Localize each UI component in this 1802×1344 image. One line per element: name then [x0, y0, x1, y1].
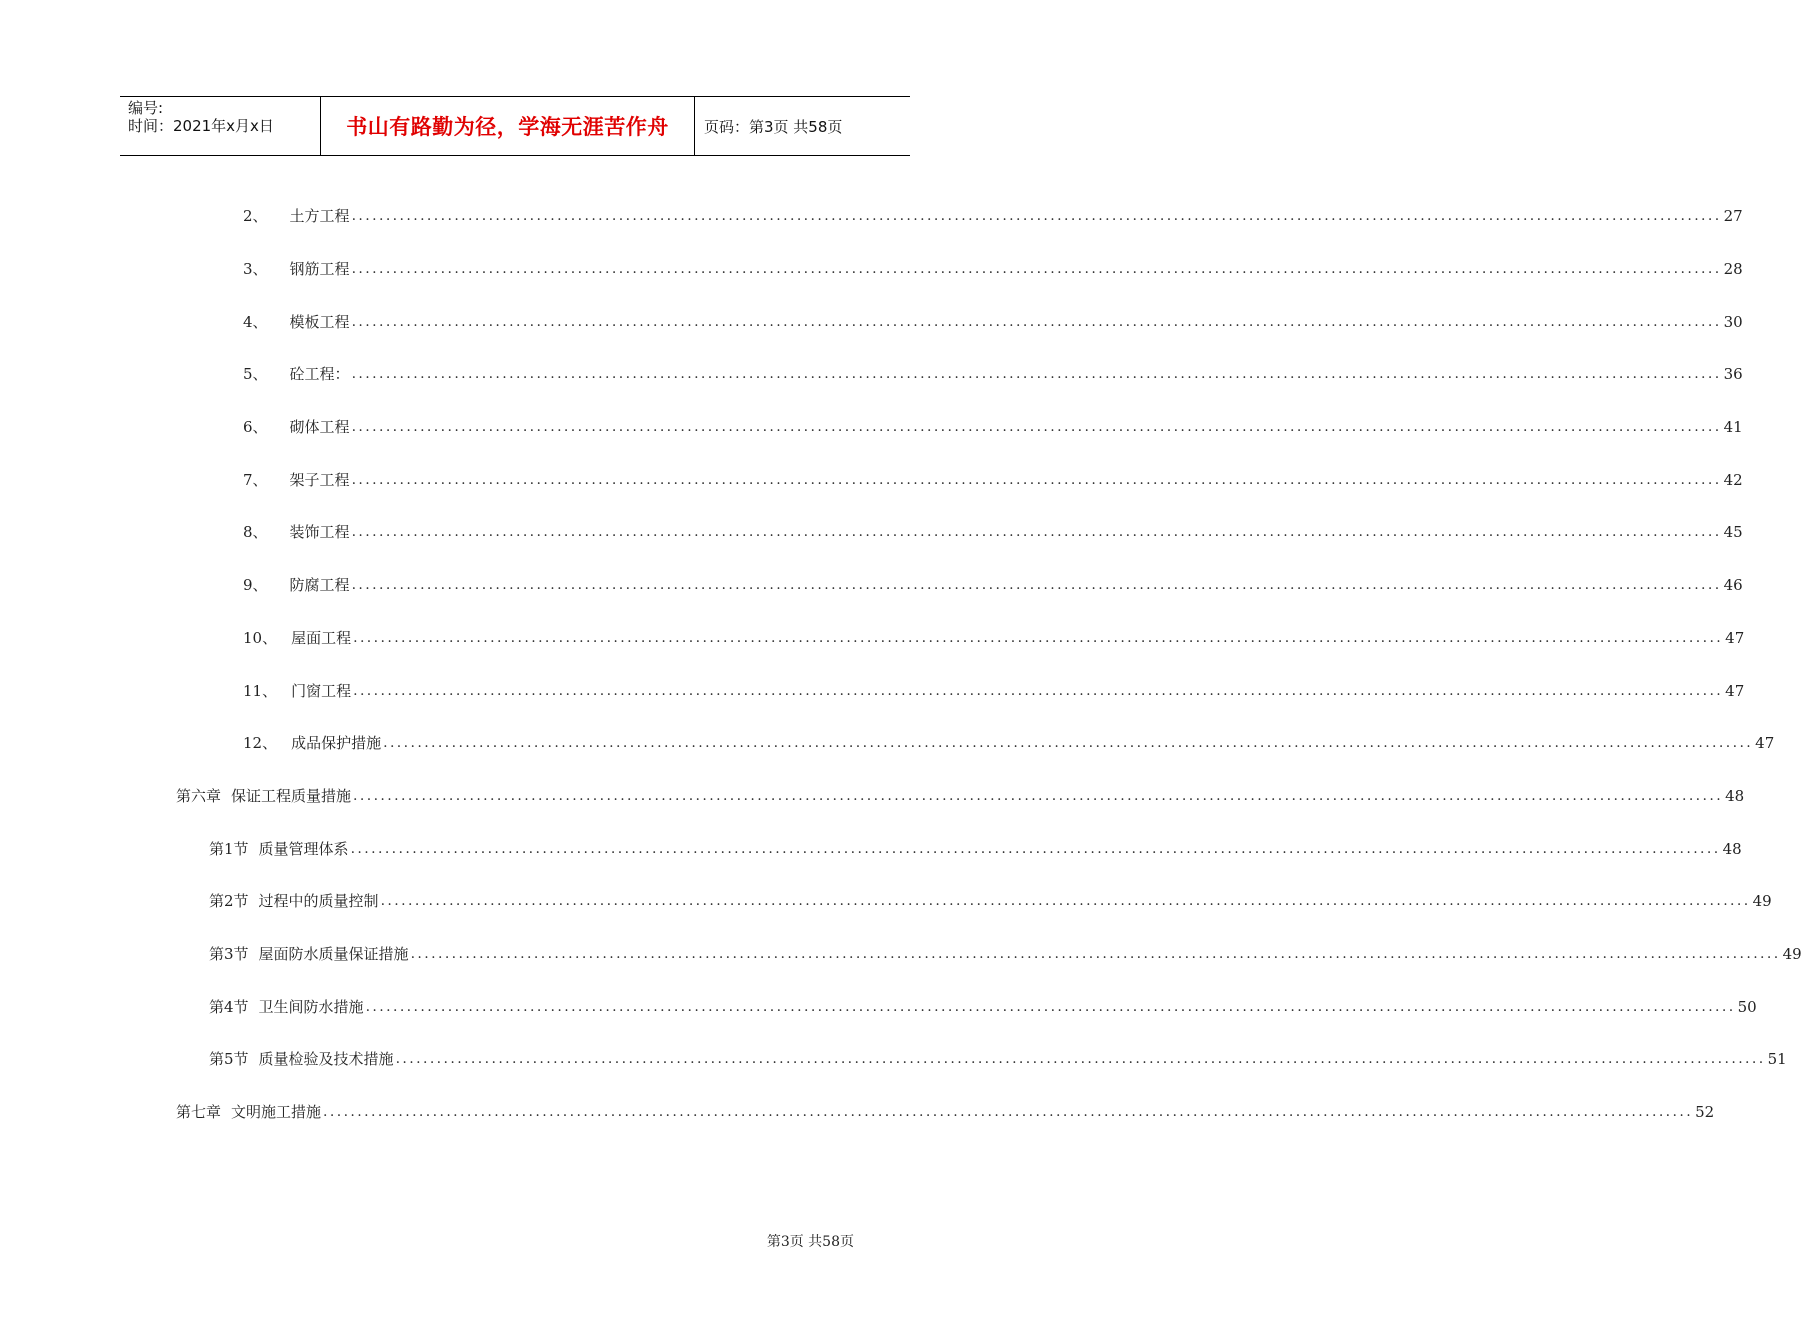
toc-entry[interactable]	[243, 731, 1775, 753]
toc-entry-number: 5、	[243, 365, 268, 383]
toc-entry-title: 钢筋工程	[289, 260, 350, 278]
toc-entry[interactable]	[243, 362, 1743, 384]
serial-number-label: 编号:	[128, 99, 164, 117]
toc-entry[interactable]	[243, 468, 1743, 490]
toc-entry-number: 第七章	[176, 1103, 222, 1121]
toc-leader-dots: ........................................................................................................................................................................................................	[351, 261, 1722, 277]
header-motto: 书山有路勤为径，学海无涯苦作舟	[346, 115, 669, 139]
toc-entry-page: 47	[1725, 682, 1745, 700]
toc-entry[interactable]	[243, 520, 1743, 542]
toc-entry-title: 土方工程	[289, 207, 350, 225]
toc-entry-page: 49	[1752, 892, 1772, 910]
toc-entry-number: 11、	[243, 682, 278, 700]
toc-entry-page: 49	[1782, 945, 1802, 963]
toc-entry-page: 48	[1725, 787, 1745, 805]
toc-leader-dots: ........................................................................................................................................................................................................	[380, 893, 1751, 909]
toc-entry-page: 27	[1723, 207, 1743, 225]
toc-entry-page: 30	[1723, 313, 1743, 331]
toc-entry[interactable]	[176, 784, 1745, 806]
header-meta	[128, 99, 274, 135]
toc-entry-number: 6、	[243, 418, 268, 436]
toc-leader-dots: ........................................................................................................................................................................................................	[351, 524, 1722, 540]
toc-leader-dots: ........................................................................................................................................................................................................	[351, 314, 1722, 330]
page-footer: 第3页 共58页	[766, 1234, 854, 1250]
toc-entry-number: 7、	[243, 471, 268, 489]
toc-entry-page: 45	[1723, 523, 1743, 541]
toc-entry-number: 2、	[243, 207, 268, 225]
toc-entry-title: 成品保护措施	[291, 734, 382, 752]
toc-entry-title: 卫生间防水措施	[258, 998, 364, 1016]
toc-entry-title: 质量管理体系	[258, 840, 349, 858]
toc-entry-title: 模板工程	[289, 313, 350, 331]
toc-entry-page: 50	[1737, 998, 1757, 1016]
toc-entry-number: 8、	[243, 523, 268, 541]
toc-entry-title: 屋面工程	[291, 629, 352, 647]
toc-entry[interactable]	[243, 679, 1745, 701]
toc-entry-title: 装饰工程	[289, 523, 350, 541]
toc-entry[interactable]	[209, 1047, 1787, 1069]
toc-entry-number: 12、	[243, 734, 278, 752]
toc-entry-page: 36	[1723, 365, 1743, 383]
toc-entry-title: 门窗工程	[291, 682, 352, 700]
time-label: 时间：2021年x月x日	[128, 117, 274, 135]
toc-entry-number: 第3节	[209, 945, 249, 963]
toc-entry-number: 4、	[243, 313, 268, 331]
toc-leader-dots: ........................................................................................................................................................................................................	[353, 630, 1724, 646]
header-page-info: 页码：第3页 共58页	[704, 117, 843, 136]
toc-entry[interactable]	[243, 257, 1743, 279]
toc-entry-page: 51	[1767, 1050, 1787, 1068]
toc-entry-page: 48	[1722, 840, 1742, 858]
toc-entry[interactable]	[209, 995, 1757, 1017]
header-divider	[694, 97, 695, 155]
toc-leader-dots: ........................................................................................................................................................................................................	[353, 683, 1724, 699]
toc-entry-title: 架子工程	[289, 471, 350, 489]
toc-leader-dots: ........................................................................................................................................................................................................	[351, 208, 1722, 224]
toc-entry-title: 质量检验及技术措施	[258, 1050, 394, 1068]
toc-entry-title: 文明施工措施	[231, 1103, 322, 1121]
toc-entry-title: 保证工程质量措施	[231, 787, 352, 805]
toc-entry-number: 3、	[243, 260, 268, 278]
toc-leader-dots: ........................................................................................................................................................................................................	[395, 1051, 1766, 1067]
toc-entry[interactable]	[176, 1100, 1715, 1122]
toc-entry[interactable]	[243, 626, 1745, 648]
toc-entry-title: 砌体工程	[289, 418, 350, 436]
toc-entry-number: 第4节	[209, 998, 249, 1016]
toc-entry[interactable]	[243, 573, 1743, 595]
toc-entry-number: 10、	[243, 629, 278, 647]
toc-leader-dots: ........................................................................................................................................................................................................	[351, 419, 1722, 435]
toc-entry-number: 第六章	[176, 787, 222, 805]
toc-entry-page: 47	[1725, 629, 1745, 647]
toc-entry-page: 47	[1755, 734, 1775, 752]
toc-leader-dots: ........................................................................................................................................................................................................	[353, 788, 1724, 804]
toc-entry-number: 9、	[243, 576, 268, 594]
toc-entry[interactable]	[243, 310, 1743, 332]
toc-entry[interactable]	[209, 942, 1802, 964]
toc-leader-dots: ........................................................................................................................................................................................................	[323, 1104, 1694, 1120]
toc-leader-dots: ........................................................................................................................................................................................................	[350, 841, 1721, 857]
toc-entry-page: 28	[1723, 260, 1743, 278]
toc-entry[interactable]	[209, 889, 1772, 911]
toc-leader-dots: ........................................................................................................................................................................................................	[383, 735, 1754, 751]
toc-entry-number: 第5节	[209, 1050, 249, 1068]
toc-leader-dots: ........................................................................................................................................................................................................	[351, 577, 1722, 593]
toc-entry[interactable]	[243, 204, 1743, 226]
toc-entry-title: 砼工程：	[289, 365, 350, 383]
toc-entry[interactable]	[243, 415, 1743, 437]
toc-entry-number: 第2节	[209, 892, 249, 910]
toc-leader-dots: ........................................................................................................................................................................................................	[351, 472, 1722, 488]
page-header	[120, 96, 910, 156]
toc-entry-title: 屋面防水质量保证措施	[258, 945, 409, 963]
toc-entry-page: 52	[1695, 1103, 1715, 1121]
toc-entry-page: 42	[1723, 471, 1743, 489]
toc-leader-dots: ........................................................................................................................................................................................................	[410, 946, 1781, 962]
toc-entry-number: 第1节	[209, 840, 249, 858]
toc-entry-page: 46	[1723, 576, 1743, 594]
toc-entry[interactable]	[209, 837, 1742, 859]
toc-leader-dots: ........................................................................................................................................................................................................	[351, 366, 1722, 382]
toc-entry-title: 过程中的质量控制	[258, 892, 379, 910]
toc-entry-page: 41	[1723, 418, 1743, 436]
toc-leader-dots: ........................................................................................................................................................................................................	[365, 999, 1736, 1015]
toc-entry-title: 防腐工程	[289, 576, 350, 594]
